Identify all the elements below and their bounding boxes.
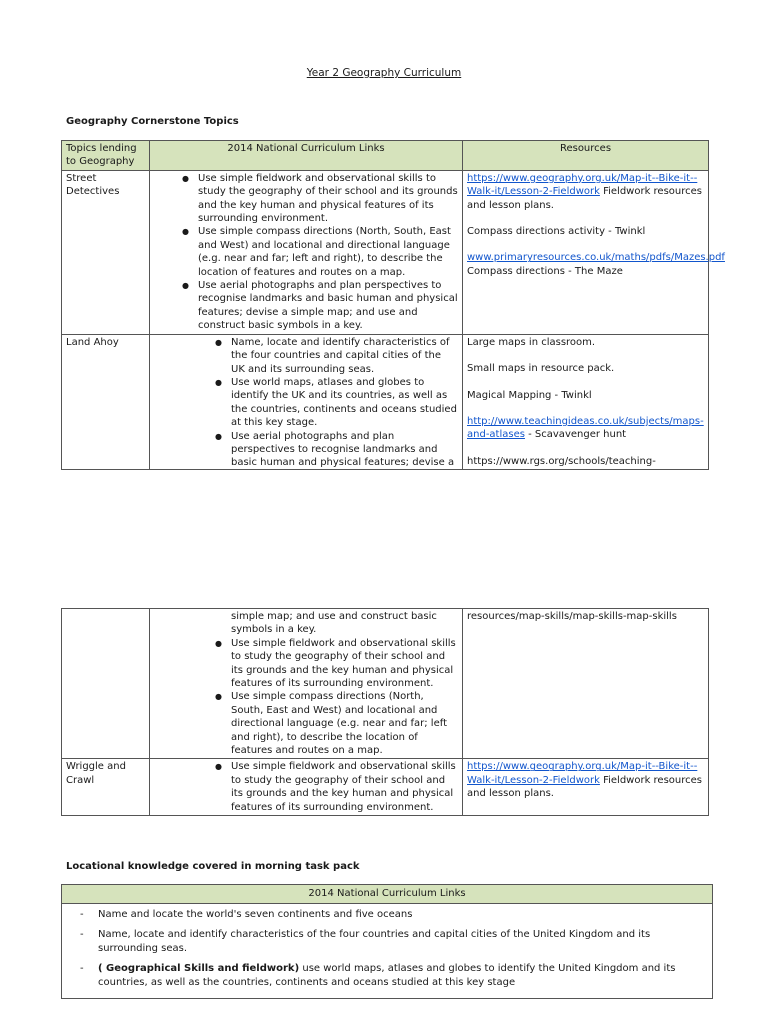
list-item: ● Use aerial photographs and plan perspectives to recognise landmarks and basic human and physical features; devise a simple map; and use and construct basic symbols in a key. bbox=[198, 279, 458, 333]
resource-text: Compass directions activity - Twinkl bbox=[467, 226, 646, 238]
topic-cell: Street Detectives bbox=[62, 170, 150, 334]
curriculum-links-cell bbox=[150, 759, 463, 816]
maze-resource-link[interactable]: www.primaryresources.co.uk/maths/pdfs/Mazes.pdf bbox=[467, 252, 725, 264]
resource-text: Magical Mapping - Twinkl bbox=[467, 389, 592, 401]
fieldwork-resource-link[interactable]: https://www.geography.org.uk/Map-it--Bike-it--Walk-it/Lesson-2-Fieldwork bbox=[467, 761, 698, 786]
list-item: ● Use aerial photographs and plan perspectives to recognise landmarks and basic human and physical features; devise a bbox=[231, 430, 458, 470]
curriculum-links-cell bbox=[150, 609, 463, 759]
curriculum-links-cell bbox=[150, 334, 463, 469]
list-item bbox=[98, 962, 706, 990]
list-item: ● Use world maps, atlases and globes to identify the UK and its countries, as well as the countries, continents and oceans studied at this key stage. bbox=[231, 376, 458, 430]
table-row bbox=[62, 170, 709, 334]
topic-cell: Land Ahoy bbox=[62, 334, 150, 469]
table-row bbox=[62, 334, 709, 469]
resource-description: Fieldwork resources and lesson plans. bbox=[467, 774, 703, 800]
list-item: ● Name, locate and identify characteristics of the four countries and capital cities of the UK and its surrounding seas. bbox=[231, 336, 458, 376]
list-item: - Name, locate and identify characteristics of the four countries and capital cities of the United Kingdom and its surrounding seas. bbox=[98, 928, 706, 956]
document-title: Year 2 Geography Curriculum bbox=[306, 67, 462, 79]
list-item: ● Use simple fieldwork and observational skills to study the geography of their school and its grounds and the key human and physical features of its surrounding environment. bbox=[231, 637, 458, 691]
column-header-resources: Resources bbox=[463, 141, 709, 171]
table-row bbox=[62, 759, 709, 816]
resource-text: Small maps in resource pack. bbox=[467, 363, 615, 375]
teaching-ideas-link[interactable]: http://www.teachingideas.co.uk/subjects/maps-and-atlases bbox=[467, 415, 704, 441]
topic-cell bbox=[62, 609, 150, 759]
resource-description: Compass directions - The Maze bbox=[467, 265, 623, 277]
section-heading-cornerstone: Geography Cornerstone Topics bbox=[66, 116, 239, 127]
resources-cell: resources/map-skills/map-skills-map-skills bbox=[463, 609, 709, 759]
curriculum-links-cell bbox=[150, 170, 463, 334]
resource-description: Fieldwork resources and lesson plans. bbox=[467, 186, 703, 211]
list-item: ● Use simple compass directions (North, South, East and West) and locational and directional language (e.g. near and far; left and right), to describe the location of features and routes on a map. bbox=[231, 690, 458, 757]
cornerstone-topics-table-continued bbox=[61, 608, 709, 816]
resource-text: Large maps in classroom. bbox=[467, 336, 596, 348]
locational-knowledge-table bbox=[61, 884, 713, 999]
column-header-curriculum-links: 2014 National Curriculum Links bbox=[150, 141, 463, 171]
table-header-row bbox=[62, 141, 709, 171]
list-item: ● Use simple fieldwork and observational skills to study the geography of their school and its grounds and the key human and physical features of its surrounding environment. bbox=[231, 760, 458, 814]
column-header-curriculum-links: 2014 National Curriculum Links bbox=[62, 885, 713, 904]
skills-text: use world maps, atlases and globes to identify the United Kingdom and its countries, as well as the countries, continents and oceans studied at this key stage bbox=[98, 963, 676, 988]
resources-cell bbox=[463, 170, 725, 334]
topic-cell: Wriggle and Crawl bbox=[62, 759, 150, 816]
section-heading-locational: Locational knowledge covered in morning task pack bbox=[66, 861, 360, 872]
continued-text: simple map; and use and construct basic symbols in a key. bbox=[231, 611, 437, 636]
fieldwork-resource-link[interactable]: https://www.geography.org.uk/Map-it--Bike-it--Walk-it/Lesson-2-Fieldwork bbox=[467, 172, 698, 198]
resources-cell bbox=[463, 759, 709, 816]
cornerstone-topics-table bbox=[61, 140, 725, 470]
skills-label: ( Geographical Skills and fieldwork) bbox=[98, 963, 300, 974]
list-item: - Name and locate the world's seven continents and five oceans bbox=[98, 908, 706, 922]
resource-description: - Scavavenger hunt bbox=[524, 429, 627, 441]
resource-text: https://www.rgs.org/schools/teaching- bbox=[467, 455, 656, 467]
resources-cell bbox=[463, 334, 709, 469]
column-header-topics: Topics lending to Geography bbox=[62, 141, 150, 171]
table-row bbox=[62, 609, 709, 759]
list-item: ● Use simple compass directions (North, South, East and West) and locational and directional language (e.g. near and far; left and right), to describe the location of features and routes on a map. bbox=[198, 225, 458, 279]
locational-items-cell bbox=[62, 904, 713, 999]
list-item: ● Use simple fieldwork and observational skills to study the geography of their school and its grounds and the key human and physical features of its surrounding environment. bbox=[198, 172, 458, 226]
